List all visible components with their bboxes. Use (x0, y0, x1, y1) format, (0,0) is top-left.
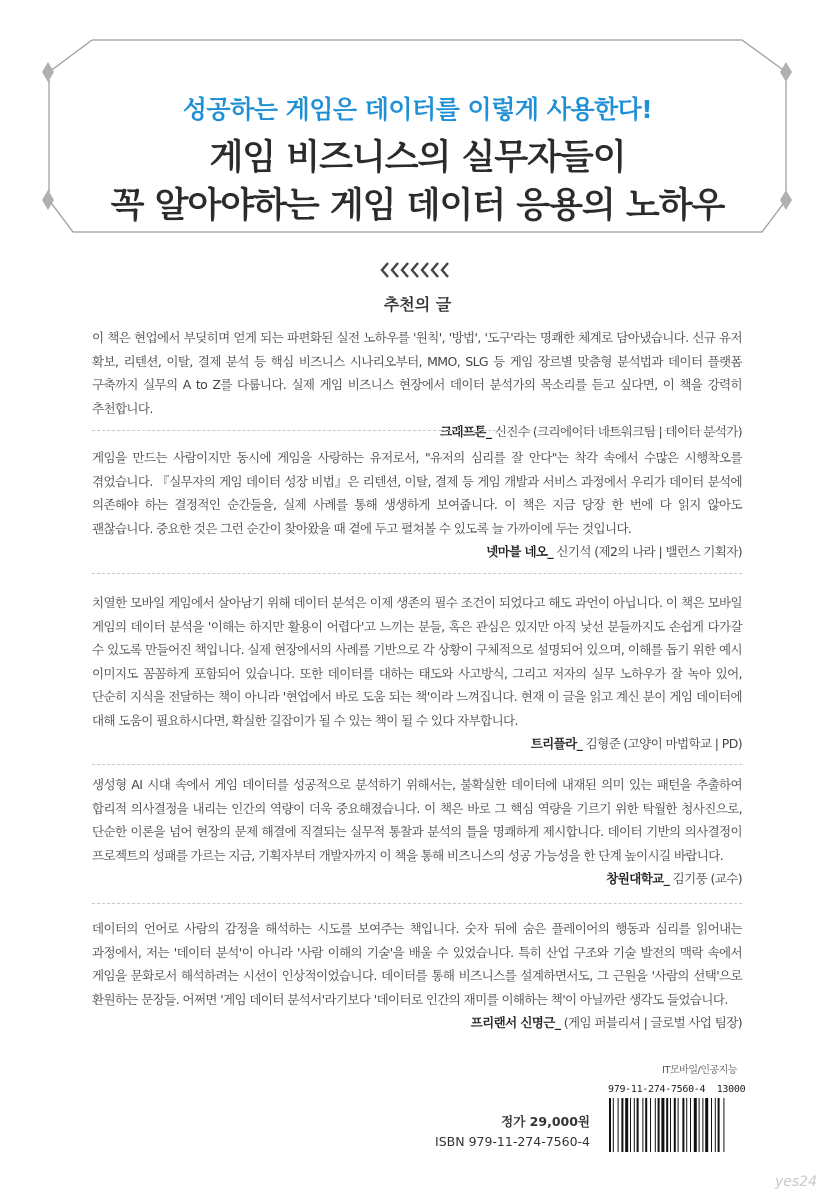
review-person: (게임 퍼블리셔 | 글로벌 사업 팀장) (560, 1015, 742, 1030)
review-person: 김기풍 (교수) (669, 871, 742, 886)
review-body: 치열한 모바일 게임에서 살아남기 위해 데이터 분석은 이제 생존의 필수 조건이 되었다고 해도 과언이 아닙니다. 이 책은 모바일 게임의 데이터 분석을 '이해는 하지만 활용이 어렵다'고 느끼는 분들, 혹은 관심은 있지만 아직 낯선 분들까지도 손쉽게 다가갈 수 있도록 만들어진 책입니다. 실제 현장에서의 사례를 기반으로 각 상황이 구체적으로 설명되어 있으며, 이해를 돕기 위한 예시 이미지도 꼼꼼하게 포함되어 있습니다. 또한 데이터를 대하는 태도와 사고방식, 그리고 저자의 실무 노하우가 잘 녹아 있어, 단순히 지식을 전달하는 책이 아니라 '현업에서 바로 도움 되는 책'이라 느껴집니다. 현재 이 글을 읽고 계신 분이 게임 데이터에 대해 도움이 필요하시다면, 확실한 길잡이가 될 수 있는 책이 될 수 있다 자부합니다. (92, 595, 742, 728)
barcode-bar (682, 1098, 684, 1152)
review-signature (92, 1011, 742, 1035)
barcode-bar (634, 1098, 635, 1152)
review-org: 창원대학교_ (606, 871, 670, 886)
divider (92, 430, 742, 431)
barcode-bar (637, 1098, 639, 1152)
barcode-bar (650, 1098, 651, 1152)
category-label: IT모바일/인공지능 (661, 1065, 737, 1076)
divider (92, 764, 742, 765)
barcode-bar (690, 1098, 691, 1152)
section-title: 추천의 글 (383, 295, 452, 314)
barcode-bar (666, 1098, 668, 1152)
review-org: 크래프톤_ (440, 424, 492, 439)
review-body: 이 책은 현업에서 부딪히며 얻게 되는 파편화된 실전 노하우를 '원칙', '방법', '도구'라는 명쾌한 체계로 담아냈습니다. 신규 유저 확보, 리텐션, 이탈, 결제 분석 등 핵심 비즈니스 시나리오부터, MMO, SLG 등 게임 장르별 맞춤형 분석법과 데이터 플랫폼 구축까지 실무의 A to Z를 다룹니다. 실제 게임 비즈니스 현장에서 데이터 분석가의 목소리를 듣고 싶다면, 이 책을 강력히 추천합니다. (92, 330, 742, 416)
barcode-bar (686, 1098, 687, 1152)
divider (92, 903, 742, 904)
review-org: 넷마블 네오_ (486, 544, 554, 559)
barcode-bar (642, 1098, 643, 1152)
review-body: 게임을 만드는 사람이지만 동시에 게임을 사랑하는 유저로서, "유저의 심리를 잘 안다"는 착각 속에서 수많은 시행착오를 겪었습니다. 『실무자의 게임 데이터 성장 비법』은 리텐션, 이탈, 결제 등 게임 개발과 서비스 과정에서 우리가 데이터 분석에 의존해야 하는 결정적인 순간들을, 실제 사례를 통해 생생하게 보여줍니다. 이 책은 지금 당장 한 번에 다 읽지 않아도 괜찮습니다. 중요한 것은 그런 순간이 찾아왔을 때 곁에 두고 펼쳐볼 수 있도록 늘 가까이에 두는 것입니다. (92, 450, 742, 536)
barcode-bar (658, 1098, 660, 1152)
review-4 (92, 773, 742, 891)
review-signature (92, 867, 742, 891)
review-org: 트리플라_ (530, 736, 583, 751)
divider (92, 573, 742, 574)
review-signature (92, 420, 742, 444)
chevrons-icon (378, 260, 458, 280)
barcode-bar (661, 1098, 664, 1152)
tagline: 성공하는 게임은 데이터를 이렇게 사용한다! (182, 95, 653, 124)
frame-ornament-left (42, 62, 54, 82)
barcode-digits: 979-11-274-7560-4 13000 (608, 1084, 746, 1095)
review-signature (92, 540, 742, 564)
isbn-label: ISBN 979-11-274-7560-4 (435, 1134, 590, 1149)
barcode-bar (718, 1098, 720, 1152)
chevron-divider (0, 260, 835, 284)
price-label: 정가 29,000원 (501, 1114, 590, 1129)
barcode-bar (723, 1098, 724, 1152)
barcode-bar (609, 1098, 611, 1152)
barcode-bar (630, 1098, 631, 1152)
barcode-bar (621, 1098, 623, 1152)
review-person: 김형준 (고양이 마법학교 | PD) (582, 736, 742, 751)
barcode-bar (711, 1098, 712, 1152)
barcode-bar (694, 1098, 697, 1152)
barcode-bar (613, 1098, 614, 1152)
review-1 (92, 326, 742, 444)
barcode-bar (678, 1098, 679, 1152)
barcode (608, 1082, 750, 1154)
review-5 (92, 917, 742, 1035)
barcode-bar (670, 1098, 671, 1152)
review-body: 생성형 AI 시대 속에서 게임 데이터를 성공적으로 분석하기 위해서는, 불확실한 데이터에 내재된 의미 있는 패턴을 추출하여 합리적 의사결정을 내리는 인간의 역량이 더욱 중요해졌습니다. 이 책은 바로 그 핵심 역량을 기르기 위한 탁월한 청사진으로, 단순한 이론을 넘어 현장의 문제 해결에 직결되는 실무적 통찰과 분석의 틀을 명쾌하게 제시합니다. 데이터 기반의 의사결정이 프로젝트의 성패를 가르는 지금, 기획자부터 개발자까지 이 책을 통해 비즈니스의 성공 가능성을 한 단계 높이시길 바랍니다. (92, 777, 742, 863)
barcode-bar (618, 1098, 619, 1152)
review-signature (92, 732, 742, 756)
watermark-logo: yes24 (774, 1174, 817, 1190)
review-person: 신진수 (크리에이터 네트워크팀 | 데이터 분석가) (491, 424, 742, 439)
barcode-bar (625, 1098, 628, 1152)
barcode-bar (705, 1098, 708, 1152)
barcode-bar (655, 1098, 656, 1152)
headline-line-1: 게임 비즈니스의 실무자들이 (209, 138, 626, 178)
barcode-bar (702, 1098, 703, 1152)
frame-ornament-right (780, 62, 792, 82)
barcode-bar (674, 1098, 676, 1152)
review-2 (92, 446, 742, 564)
review-org: 프리랜서 신명근_ (470, 1015, 561, 1030)
review-person: 신기석 (제2의 나라 | 밸런스 기획자) (553, 544, 742, 559)
price-block (435, 1112, 590, 1152)
barcode-bar (699, 1098, 700, 1152)
review-3 (92, 591, 742, 756)
barcode-bar (645, 1098, 647, 1152)
headline-line-2: 꼭 알아야하는 게임 데이터 응용의 노하우 (110, 186, 725, 226)
review-body: 데이터의 언어로 사람의 감정을 해석하는 시도를 보여주는 책입니다. 숫자 뒤에 숨은 플레이어의 행동과 심리를 읽어내는 과정에서, 저는 '데이터 분석'이 아니라 '사람 이해의 기술'을 배울 수 있었습니다. 특히 산업 구조와 기술 발전의 맥락 속에서 게임을 문화로서 해석하려는 시선이 인상적이었습니다. 데이터를 통해 비즈니스를 설계하면서도, 그 근원을 '사람의 선택'으로 환원하는 문장들. 어쩌면 '게임 데이터 분석서'라기보다 '데이터로 인간의 재미를 이해하는 책'이 아닐까란 생각도 들었습니다. (92, 921, 742, 1007)
barcode-bar (715, 1098, 716, 1152)
